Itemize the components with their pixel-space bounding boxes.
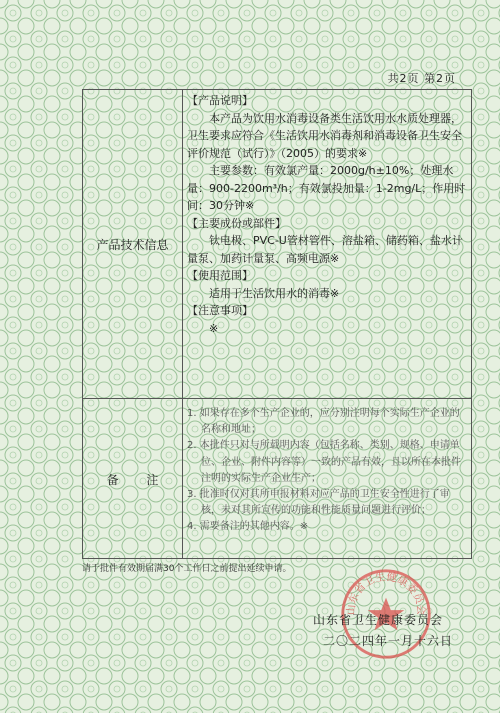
column-divider (182, 90, 183, 558)
info-line: 本产品为饮用水消毒设备类生活饮用水水质处理器，卫生要求应符合《生活饮用水消毒剂和消毒设备卫生安全评价规范（试行）》（2005）的要求※ (187, 111, 462, 160)
seal-text: 山东省卫生健康委员会 (345, 571, 427, 616)
info-line: 主要参数：有效氯产量：2000g/h±10%；处理水量：900-2200m³/h；有效氯投加量：1-2mg/L；作用时间：30分钟※ (187, 164, 466, 212)
info-line: 【注意事项】 (187, 304, 253, 317)
page-number: 共2页 第2页 (387, 72, 456, 85)
info-line: 【使用范围】 (187, 269, 253, 282)
info-line: 【产品说明】 (187, 94, 253, 107)
issue-date: 二〇二四年一月十六日 (323, 634, 454, 648)
remark-item: 3. 批准时仅对其所申报材料对应产品的卫生安全性进行了审核，未对其所宣传的功能和性能质量问题进行评价； (187, 489, 450, 517)
info-line: 适用于生活饮用水的消毒※ (209, 286, 340, 300)
info-line: 钛电极、PVC-U管材管件、溶盐箱、储药箱、盐水计量泵、加药计量泵、高频电源※ (187, 234, 463, 265)
label-product-tech-info: 产品技术信息 (96, 237, 169, 252)
issuing-authority: 山东省卫生健康委员会 (313, 613, 444, 627)
remarks-content (187, 406, 467, 536)
product-info-content (187, 92, 469, 337)
label-remarks: 备 注 (106, 472, 171, 487)
remark-item: 4. 需要备注的其他内容。※ (187, 521, 309, 533)
remark-item: 2. 本批件只对与所载明内容（包括名称、类别、规格、申请单位、企业、附件内容等）一致的产品有效，且以所在本批件注明的实际生产企业生产； (187, 440, 461, 484)
product-info-table (82, 89, 472, 559)
renewal-footnote: 请于批件有效期届满30个工作日之前提出延续申请。 (82, 564, 292, 574)
info-line: ※ (209, 321, 219, 335)
info-line: 【主要成份或部件】 (187, 216, 286, 230)
remark-item: 1. 如果存在多个生产企业的，应分别注明每个实际生产企业的名称和地址； (187, 408, 460, 436)
